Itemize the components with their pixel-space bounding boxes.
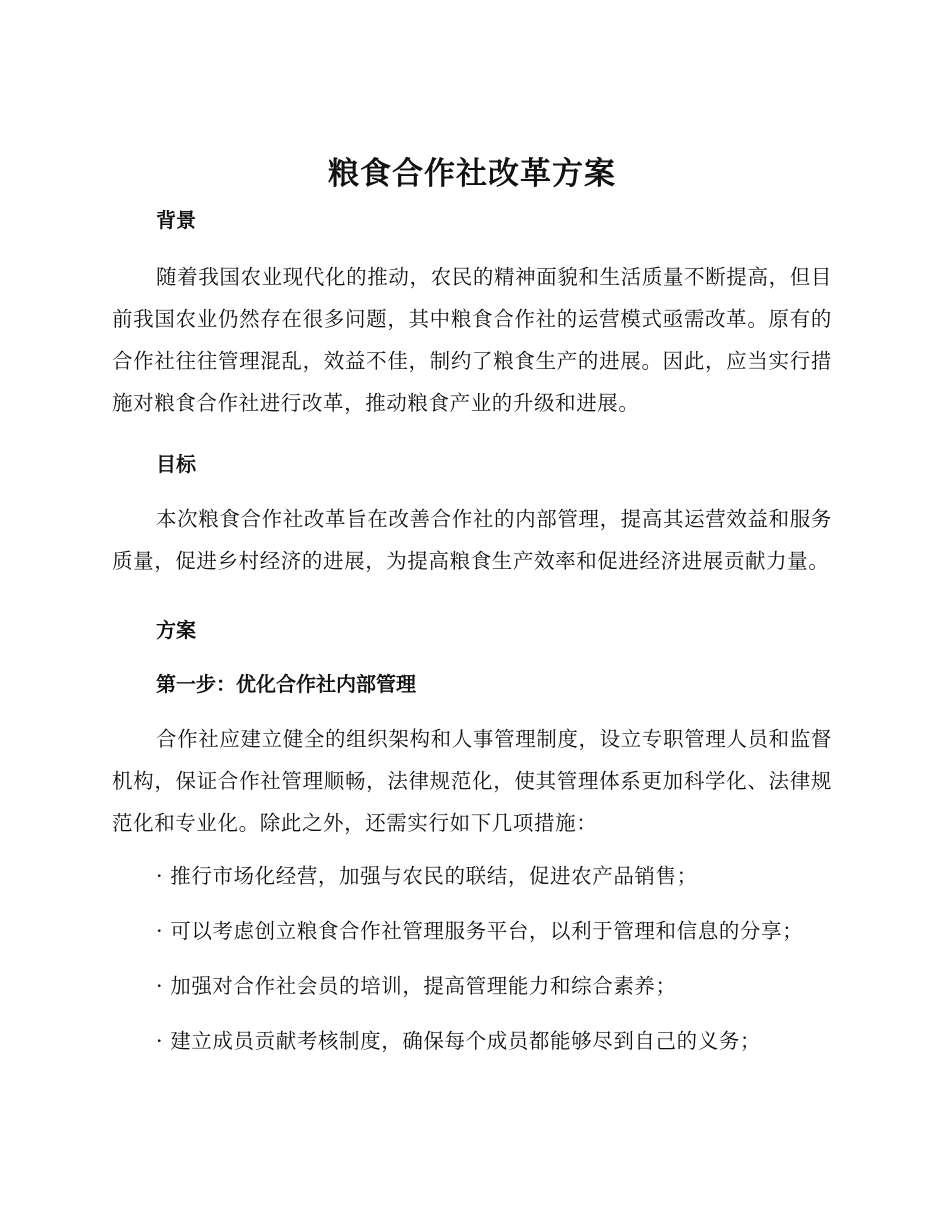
bullet-list [112,860,832,1057]
paragraph-step1: 合作社应建立健全的组织架构和人事管理制度，设立专职管理人员和监督机构，保证合作社管理顺畅，法律规范化，使其管理体系更加科学化、法律规范化和专业化。除此之外，还需实行如下几项措施： [112,727,832,835]
document-title: 粮食合作社改革方案 [328,156,616,192]
list-item: · 加强对合作社会员的培训，提高管理能力和综合素养； [156,974,677,998]
section-heading-goal: 目标 [156,452,196,476]
list-item: · 建立成员贡献考核制度，确保每个成员都能够尽到自己的义务； [156,1029,762,1053]
subsection-heading-step1: 第一步：优化合作社内部管理 [156,672,416,696]
list-item: · 可以考虑创立粮食合作社管理服务平台，以利于管理和信息的分享； [156,919,804,943]
section-heading-background: 背景 [156,208,196,232]
document-page [112,148,832,1057]
section-heading-plan: 方案 [156,618,196,642]
paragraph-goal: 本次粮食合作社改革旨在改善合作社的内部管理，提高其运营效益和服务质量，促进乡村经济的进展，为提高粮食生产效率和促进经济进展贡献力量。 [112,507,832,573]
list-item: · 推行市场化经营，加强与农民的联结，促进农产品销售； [156,864,698,888]
paragraph-background: 随着我国农业现代化的推动，农民的精神面貌和生活质量不断提高，但目前我国农业仍然存在很多问题，其中粮食合作社的运营模式亟需改革。原有的合作社往往管理混乱，效益不佳，制约了粮食生产的进展。因此，应当实行措施对粮食合作社进行改革，推动粮食产业的升级和进展。 [112,265,832,415]
